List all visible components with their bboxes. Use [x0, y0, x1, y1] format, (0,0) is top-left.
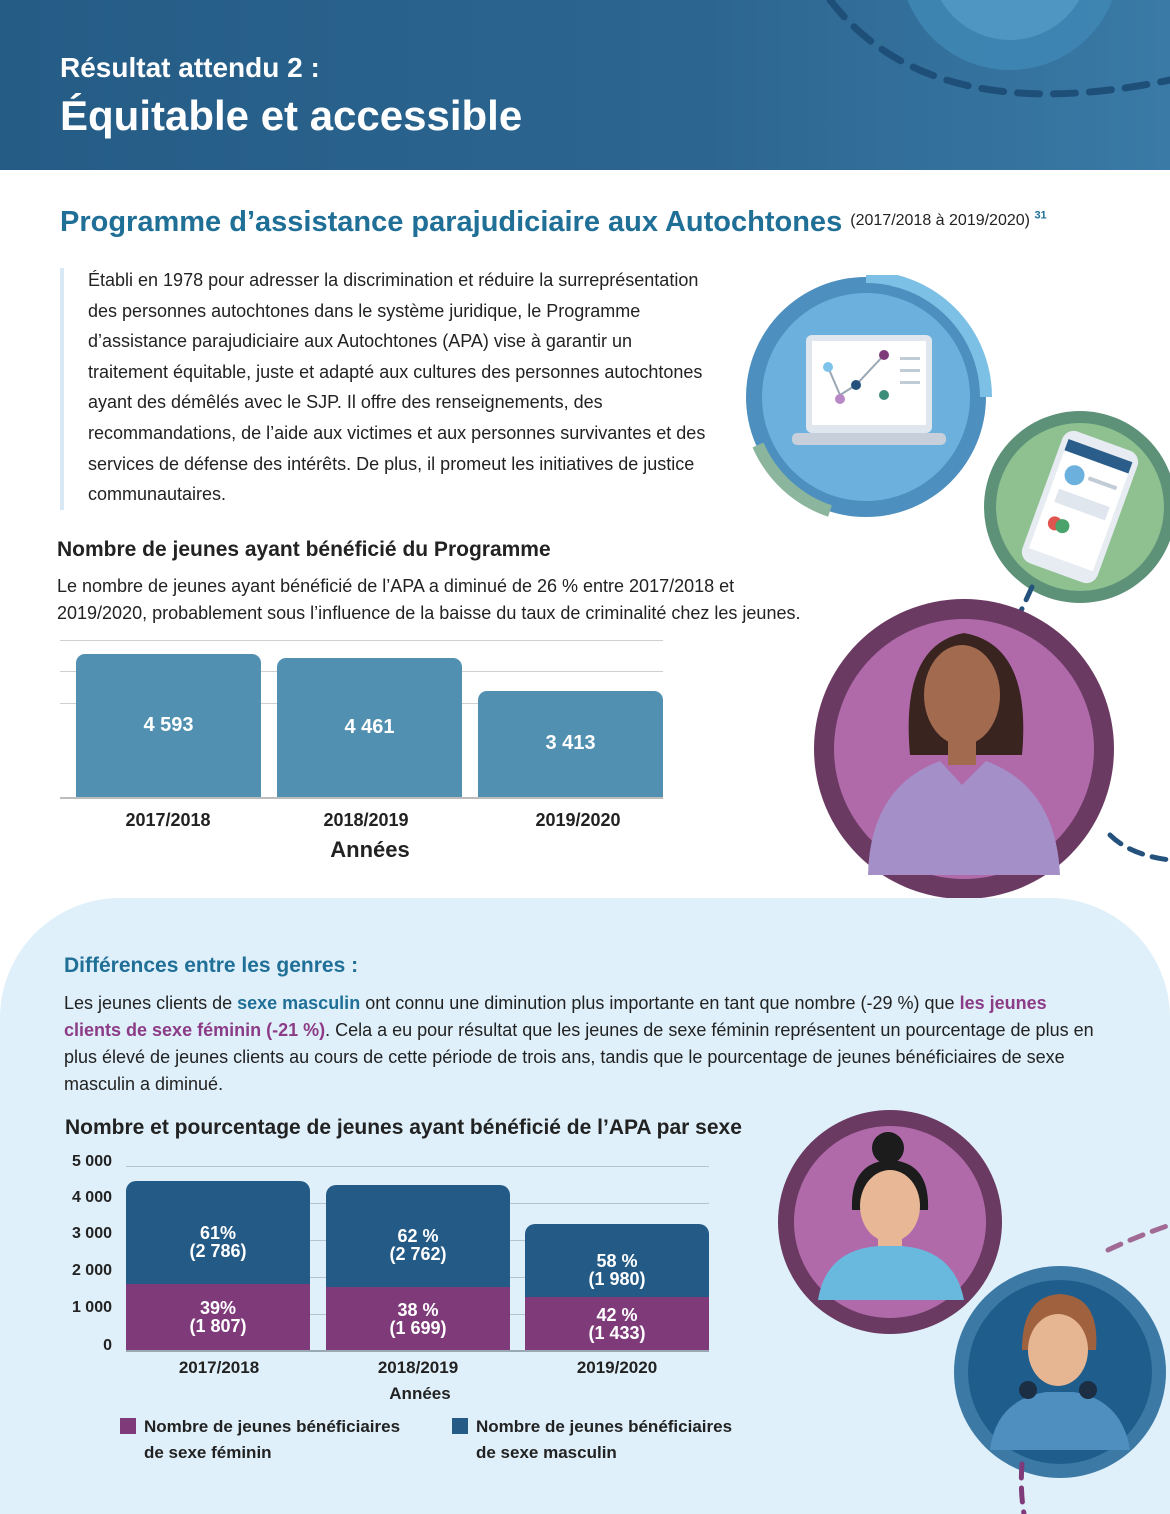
- illustrations-top: [740, 275, 1170, 915]
- quote-bar: [60, 268, 64, 510]
- segment-label-female: [326, 1301, 510, 1337]
- x-axis-line: [126, 1350, 709, 1352]
- segment-pct: 62 %: [397, 1226, 439, 1246]
- girl-portrait-illustration: [778, 1110, 1002, 1334]
- youth-bar: [478, 691, 663, 797]
- phone-illustration: [984, 411, 1170, 603]
- header-kicker: Résultat attendu 2 :: [60, 52, 320, 83]
- bar-segment-female: [326, 1287, 510, 1350]
- bar-segment-male: [525, 1224, 709, 1297]
- section-title-text: Programme d’assistance parajudiciaire aux Autochtones: [60, 206, 843, 238]
- gender-heading: Différences entre les genres :: [64, 954, 359, 977]
- footnote-ref[interactable]: 31: [1034, 209, 1047, 222]
- header-banner: [0, 0, 1170, 170]
- gender-chart-title: Nombre et pourcentage de jeunes ayant bénéficié de l’APA par sexe: [65, 1116, 742, 1139]
- gender-text-1: Les jeunes clients de: [64, 993, 238, 1013]
- segment-pct: 61%: [199, 1223, 237, 1243]
- x-axis-title: Années: [389, 1384, 451, 1403]
- legend-female: [144, 1414, 424, 1466]
- section-title: [60, 206, 1047, 239]
- legend-female-line1: Nombre de jeunes bénéficiaires: [144, 1417, 401, 1436]
- intro-paragraph: Établi en 1978 pour adresser la discrimination et réduire la surreprésentation des personnes autochtones dans le système juridique, le Programme d’assistance parajudiciaire aux Autochtones (APA) vise à garantir un traitement équitable, juste et adapté aux cultures des personnes autochtones ayant des démêlés avec le SJP. Il offre des renseignements, des recommandations, de l’aide aux victimes et aux personnes survivantes et des services de défense des intérêts. De plus, il promeut les initiatives de justice communautaires.: [88, 270, 706, 505]
- page-title: Équitable et accessible: [60, 92, 523, 139]
- section-period-text: (2017/2018 à 2019/2020): [850, 212, 1030, 229]
- bar-segment-female: [126, 1284, 310, 1350]
- segment-pct: 42 %: [596, 1305, 638, 1325]
- legend-swatch-female: [120, 1418, 136, 1434]
- gender-text-2: ont connu une diminution plus importante en tant que nombre (-29 %) que: [360, 993, 960, 1013]
- y-tick-label: 4 000: [71, 1189, 112, 1206]
- x-tick-label: 2019/2020: [576, 1358, 658, 1377]
- segment-label-female: [525, 1306, 709, 1342]
- boy-portrait-illustration: [954, 1266, 1166, 1478]
- x-tick-label: 2019/2020: [535, 810, 621, 830]
- x-tick-label: 2018/2019: [323, 810, 409, 830]
- y-tick-label: 1 000: [71, 1299, 112, 1316]
- segment-pct: 39%: [199, 1298, 237, 1318]
- x-tick-label: 2018/2019: [377, 1358, 459, 1377]
- gender-text-3: . Cela a eu pour résultat que les jeunes de sexe féminin représentent un pourcentage de plus en plus élevé de jeunes clients au cours de cette période de trois ans, tandis que le pourcentage de jeunes bénéficiaires de sexe masculin a diminué.: [64, 1020, 1094, 1094]
- segment-pct: 38 %: [397, 1300, 439, 1320]
- woman-portrait-illustration: [814, 599, 1114, 899]
- gridline: [60, 640, 663, 641]
- gender-male-emphasis: sexe masculin: [237, 993, 361, 1013]
- segment-count: (1 807): [189, 1316, 247, 1336]
- y-tick-label: 2 000: [71, 1262, 112, 1279]
- y-tick-label: 0: [103, 1337, 112, 1354]
- youth-heading: Nombre de jeunes ayant bénéficié du Programme: [57, 538, 551, 561]
- youth-text-line1: Le nombre de jeunes ayant bénéficié de l’APA a diminué de 26 % entre 2017/2018 et: [57, 576, 735, 596]
- legend-male-line2: de sexe masculin: [476, 1443, 617, 1462]
- bar-segment-male: [326, 1185, 510, 1287]
- section-period: [850, 209, 1047, 229]
- segment-label-male: [525, 1252, 709, 1288]
- bar-value-label: 4 461: [344, 716, 395, 738]
- x-axis-line: [60, 797, 663, 799]
- y-tick-label: 5 000: [71, 1153, 112, 1170]
- legend-male: [476, 1414, 756, 1466]
- x-tick-label: 2017/2018: [178, 1358, 260, 1377]
- legend-female-line2: de sexe féminin: [144, 1443, 272, 1462]
- x-tick-label: 2017/2018: [125, 810, 211, 830]
- illustrations-bottom: [760, 1100, 1170, 1514]
- youth-bar-chart: [60, 640, 663, 800]
- gridline: [126, 1166, 709, 1167]
- legend-swatch-male: [452, 1418, 468, 1434]
- segment-count: (1 980): [588, 1269, 646, 1289]
- x-axis-title: Années: [330, 837, 410, 862]
- laptop-illustration: [746, 277, 986, 517]
- bar-segment-female: [525, 1297, 709, 1350]
- segment-pct: 58 %: [596, 1251, 638, 1271]
- segment-count: (2 786): [189, 1241, 247, 1261]
- gender-female-emphasis: les jeunes clients de sexe féminin (-21 %): [64, 993, 1047, 1040]
- y-tick-label: 3 000: [71, 1225, 112, 1242]
- segment-label-female: [126, 1299, 310, 1335]
- bar-segment-male: [126, 1181, 310, 1284]
- bar-value-label: 3 413: [545, 732, 596, 754]
- segment-count: (1 699): [389, 1318, 447, 1338]
- segment-count: (2 762): [389, 1244, 447, 1264]
- youth-text-line2: 2019/2020, probablement sous l’influence de la baisse du taux de criminalité chez les jeunes.: [57, 603, 801, 623]
- youth-bar: [76, 654, 261, 797]
- legend-male-line1: Nombre de jeunes bénéficiaires: [476, 1417, 733, 1436]
- header-decoration: [0, 0, 1170, 170]
- gender-paragraph: [64, 990, 1094, 1098]
- bar-value-label: 4 593: [143, 714, 194, 736]
- segment-label-male: [126, 1224, 310, 1260]
- segment-label-male: [326, 1227, 510, 1263]
- youth-bar: [277, 658, 462, 797]
- gender-stacked-bar-chart: [126, 1166, 709, 1352]
- segment-count: (1 433): [588, 1323, 646, 1343]
